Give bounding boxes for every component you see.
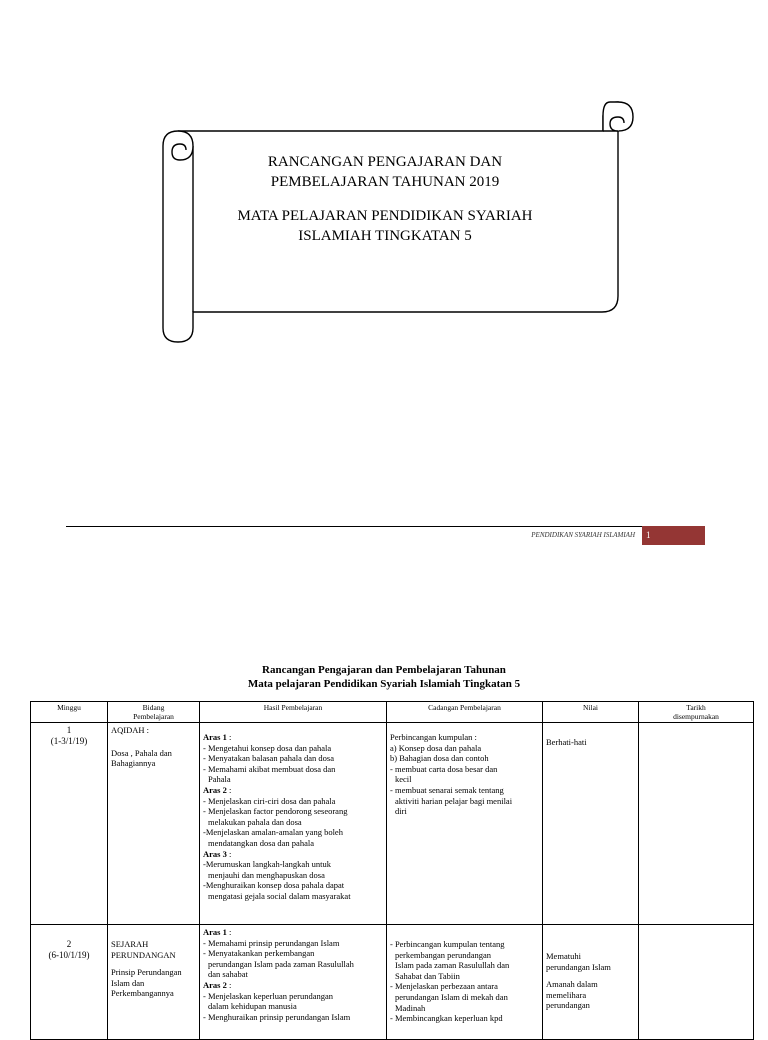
week-cell: 2 (6-10/1/19) — [31, 925, 108, 1040]
cover-subject-line-1: MATA PELAJARAN PENDIDIKAN SYARIAH — [237, 208, 533, 224]
header-hasil: Hasil Pembelajaran — [200, 702, 387, 723]
area-cell: AQIDAH : Dosa , Pahala dan Bahagiannya — [108, 723, 200, 925]
week-cell: 1 (1-3/1/19) — [31, 723, 108, 925]
area-cell: SEJARAH PERUNDANGAN Prinsip Perundangan Islam dan Perkembangannya — [108, 925, 200, 1040]
header-tarikh: Tarikh disempurnakan — [639, 702, 754, 723]
header-bidang: Bidang Pembelajaran — [108, 702, 200, 723]
table-row — [31, 925, 754, 1040]
value-cell: Mematuhi perundangan Islam Amanah dalam memelihara perundangan — [543, 925, 639, 1040]
activity-cell: Perbincangan kumpulan : a) Konsep dosa dan pahala b) Bahagian dosa dan contoh - membuat carta dosa besar dan kecil - membuat senarai semak tentang aktiviti harian pelajar bagi menilai diri — [387, 723, 543, 925]
table-row — [31, 723, 754, 925]
outcome-cell: Aras 1 : - Memahami prinsip perundangan Islam - Menyatakankan perkembangan perundangan Islam pada zaman Rasulullah dan sahabat Aras 2 : - Menjelaskan keperluan perundangan dalam kehidupan manusia - Menghuraikan prinsip perundangan Islam — [200, 925, 387, 1040]
footer-subject: PENDIDIKAN SYARIAH ISLAMIAH — [531, 531, 635, 539]
footer-rule — [66, 526, 642, 527]
page-number-badge: 1 — [642, 526, 705, 545]
plan-title-line-2: Mata pelajaran Pendidikan Syariah Islamiah Tingkatan 5 — [247, 678, 521, 690]
outcome-cell: Aras 1 : - Mengetahui konsep dosa dan pahala - Menyatakan balasan pahala dan dosa - Memahami akibat membuat dosa dan Pahala Aras 2 : - Menjelaskan ciri-ciri dosa dan pahala - Menjelaskan factor pendorong seseorang melakukan pahala dan dosa -Menjelaskan amalan-amalan yang boleh mendatangkan dosa dan pahala Aras 3 : -Merumuskan langkah-langkah untuk menjauhi dan menghapuskan dosa -Menghuraikan konsep dosa pahala dapat mengatasi gejala social dalam masyarakat — [200, 723, 387, 925]
date-cell — [639, 723, 754, 925]
cover-title — [200, 152, 570, 246]
header-cadangan: Cadangan Pembelajaran — [387, 702, 543, 723]
cover-title-line-1: RANCANGAN PENGAJARAN DAN — [267, 154, 503, 170]
date-cell — [639, 925, 754, 1040]
plan-title — [0, 663, 768, 691]
cover-title-line-2: PEMBELAJARAN TAHUNAN 2019 — [270, 174, 500, 190]
cover-subject-line-2: ISLAMIAH TINGKATAN 5 — [298, 228, 472, 244]
value-cell: Berhati-hati — [543, 723, 639, 925]
header-minggu: Minggu — [31, 702, 108, 723]
activity-cell: - Perbincangan kumpulan tentang perkembangan perundangan Islam pada zaman Rasulullah dan Sahabat dan Tabiin - Menjelaskan perbezaan antara perundangan Islam di mekah dan Madinah - Membincangkan keperluan kpd — [387, 925, 543, 1040]
header-nilai: Nilai — [543, 702, 639, 723]
table-header-row — [31, 702, 754, 723]
yearly-plan-table — [30, 701, 754, 1040]
plan-title-line-1: Rancangan Pengajaran dan Pembelajaran Tahunan — [262, 664, 506, 676]
